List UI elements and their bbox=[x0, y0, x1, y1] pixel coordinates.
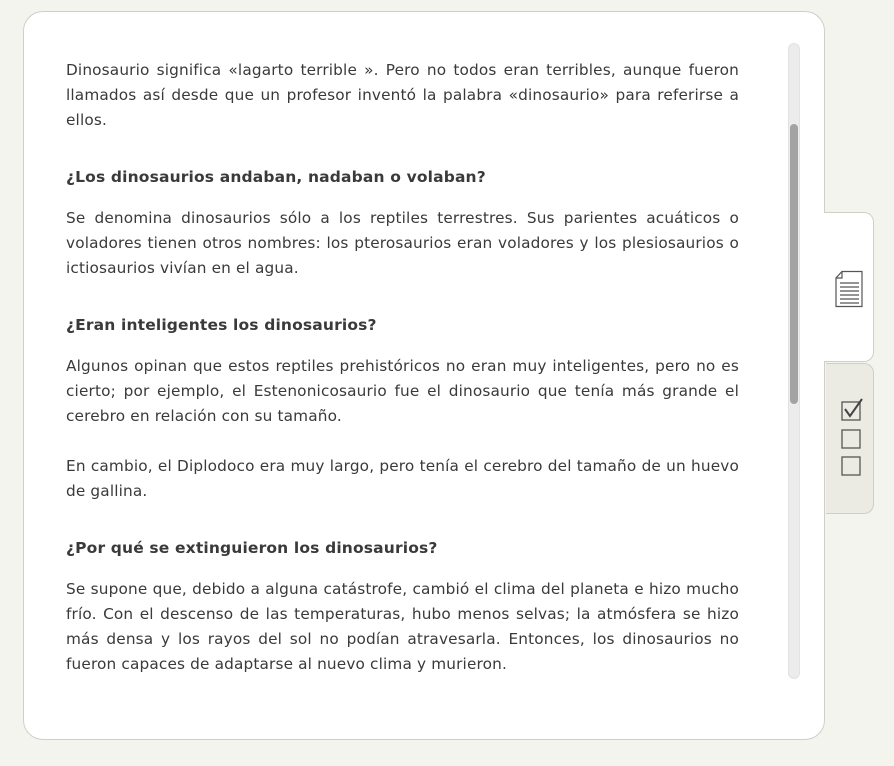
scrollbar-thumb[interactable] bbox=[790, 124, 798, 404]
section-heading: ¿Eran inteligentes los dinosaurios? bbox=[66, 316, 377, 334]
section-heading: ¿Los dinosaurios andaban, nadaban o volaban? bbox=[66, 168, 486, 186]
document-icon bbox=[834, 270, 864, 308]
section-paragraph: Se supone que, debido a alguna catástrofe, cambió el clima del planeta e hizo mucho frío. Con el descenso de las temperaturas, hubo menos selvas; la atmósfera se hizo más densa y los rayos del sol no podían atravesarla. Entonces, los dinosaurios no fueron capaces de adaptarse al nuevo clima y murieron. bbox=[66, 580, 739, 673]
reading-card bbox=[23, 11, 825, 740]
vertical-scrollbar[interactable] bbox=[788, 43, 800, 679]
reading-content bbox=[66, 58, 739, 677]
section-paragraph: Algunos opinan que estos reptiles prehistóricos no eran muy inteligentes, pero no es cierto; por ejemplo, el Estenonicosaurio fue el dinosaurio que tenía más grande el cerebro en relación con su tamaño. bbox=[66, 357, 739, 425]
tab-text-document[interactable] bbox=[824, 212, 874, 362]
section-paragraph: En cambio, el Diplodoco era muy largo, pero tenía el cerebro del tamaño de un huevo de gallina. bbox=[66, 457, 739, 500]
checklist-icon bbox=[840, 397, 866, 479]
tab-activities[interactable] bbox=[826, 363, 874, 514]
section-heading: ¿Por qué se extinguieron los dinosaurios? bbox=[66, 539, 438, 557]
intro-paragraph: Dinosaurio significa «lagarto terrible ». Pero no todos eran terribles, aunque fueron llamados así desde que un profesor inventó la palabra «dinosaurio» para referirse a ellos. bbox=[66, 61, 739, 129]
section-paragraph: Se denomina dinosaurios sólo a los reptiles terrestres. Sus parientes acuáticos o voladores tienen otros nombres: los pterosaurios eran voladores y los plesiosaurios o ictiosaurios vivían en el agua. bbox=[66, 209, 739, 277]
